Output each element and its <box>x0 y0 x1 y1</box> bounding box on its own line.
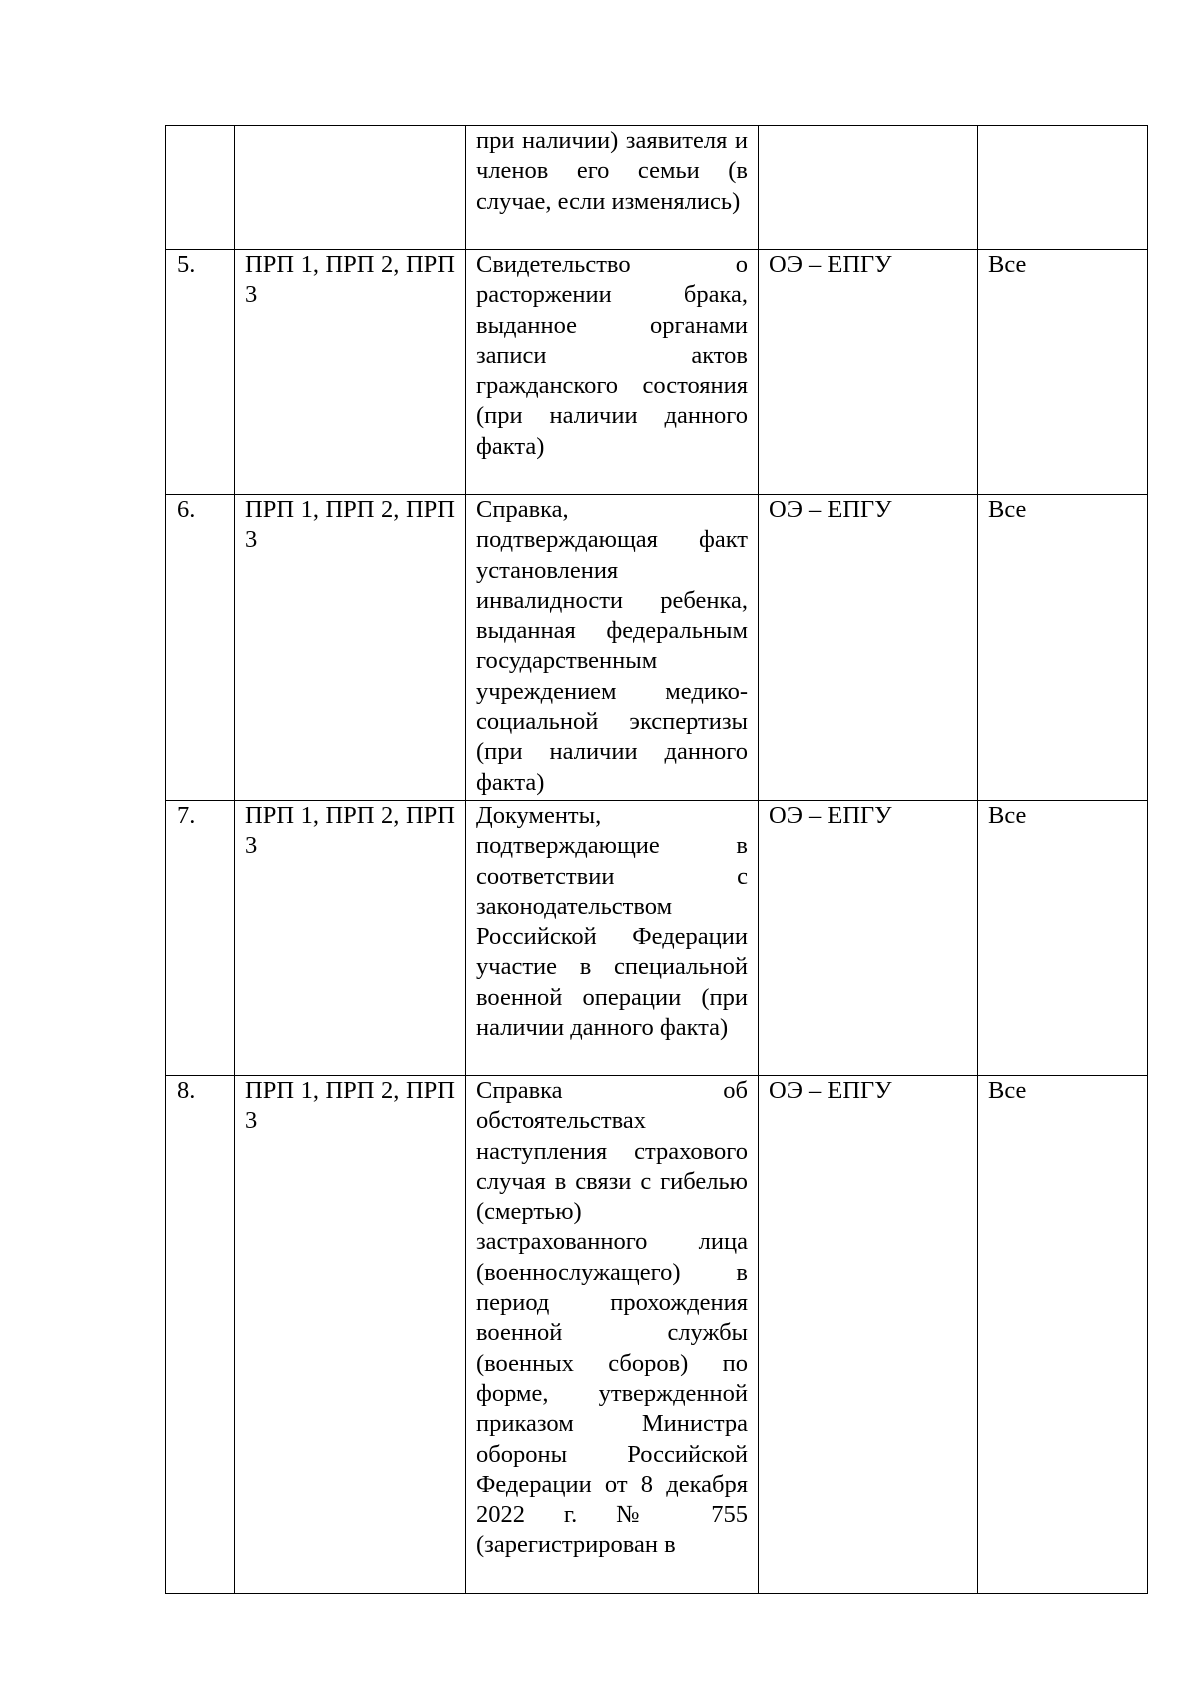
recipients-cell <box>235 801 466 1076</box>
recipients-text: ПРП 1, ПРП 2, ПРП 3 <box>245 1077 455 1135</box>
document-text: Справка, подтверждающая факт установления инвалидности ребенка, выданная федеральным государственным учреждением медико-социальной экспертизы (при наличии данного факта) <box>476 496 748 796</box>
table-row <box>166 126 1148 250</box>
document-cell <box>466 1076 759 1594</box>
row-number: 7. <box>177 802 196 829</box>
row-number: 6. <box>177 496 196 523</box>
source-cell <box>759 250 978 495</box>
table-row <box>166 495 1148 801</box>
document-text: Справка об обстоятельствах наступления страхового случая в связи с гибелью (смертью) застрахованного лица (военнослужащего) в период прохождения военной службы (военных сборов) по форме, утвержденной приказом Министра обороны Российской Федерации от 8 декабря 2022 г. № 755 (зарегистрирован в <box>476 1077 748 1559</box>
document-text: Документы, подтверждающие в соответствии с законодательством Российской Федерации участие в специальной военной операции (при наличии данного факта) <box>476 802 748 1042</box>
document-cell <box>466 250 759 495</box>
scope-cell <box>978 1076 1148 1594</box>
document-cell <box>466 495 759 801</box>
source-text: ОЭ – ЕПГУ <box>769 1077 892 1104</box>
table-row <box>166 250 1148 495</box>
source-text: ОЭ – ЕПГУ <box>769 251 892 278</box>
scope-text: Все <box>988 251 1027 278</box>
document-cell <box>466 126 759 250</box>
row-number-cell <box>166 126 235 250</box>
recipients-cell <box>235 126 466 250</box>
source-text: ОЭ – ЕПГУ <box>769 802 892 829</box>
recipients-text: ПРП 1, ПРП 2, ПРП 3 <box>245 802 455 860</box>
table-row <box>166 801 1148 1076</box>
recipients-text: ПРП 1, ПРП 2, ПРП 3 <box>245 496 455 554</box>
source-cell <box>759 1076 978 1594</box>
document-text: при наличии) заявителя и членов его семьи (в случае, если изменялись) <box>476 127 748 215</box>
scope-cell <box>978 495 1148 801</box>
recipients-text: ПРП 1, ПРП 2, ПРП 3 <box>245 251 455 309</box>
row-number-cell <box>166 1076 235 1594</box>
scope-cell <box>978 250 1148 495</box>
document-text: Свидетельство о расторжении брака, выданное органами записи актов гражданского состояния (при наличии данного факта) <box>476 251 748 460</box>
table-row <box>166 1076 1148 1594</box>
source-text: ОЭ – ЕПГУ <box>769 496 892 523</box>
scope-cell <box>978 126 1148 250</box>
scope-text: Все <box>988 802 1027 829</box>
scope-text: Все <box>988 1077 1027 1104</box>
source-cell <box>759 126 978 250</box>
scope-text: Все <box>988 496 1027 523</box>
source-cell <box>759 801 978 1076</box>
row-number-cell <box>166 801 235 1076</box>
row-number-cell <box>166 495 235 801</box>
document-cell <box>466 801 759 1076</box>
scope-cell <box>978 801 1148 1076</box>
row-number-cell <box>166 250 235 495</box>
row-number: 5. <box>177 251 196 278</box>
recipients-cell <box>235 250 466 495</box>
documents-table <box>165 125 1148 1594</box>
row-number: 8. <box>177 1077 196 1104</box>
source-cell <box>759 495 978 801</box>
recipients-cell <box>235 1076 466 1594</box>
recipients-cell <box>235 495 466 801</box>
